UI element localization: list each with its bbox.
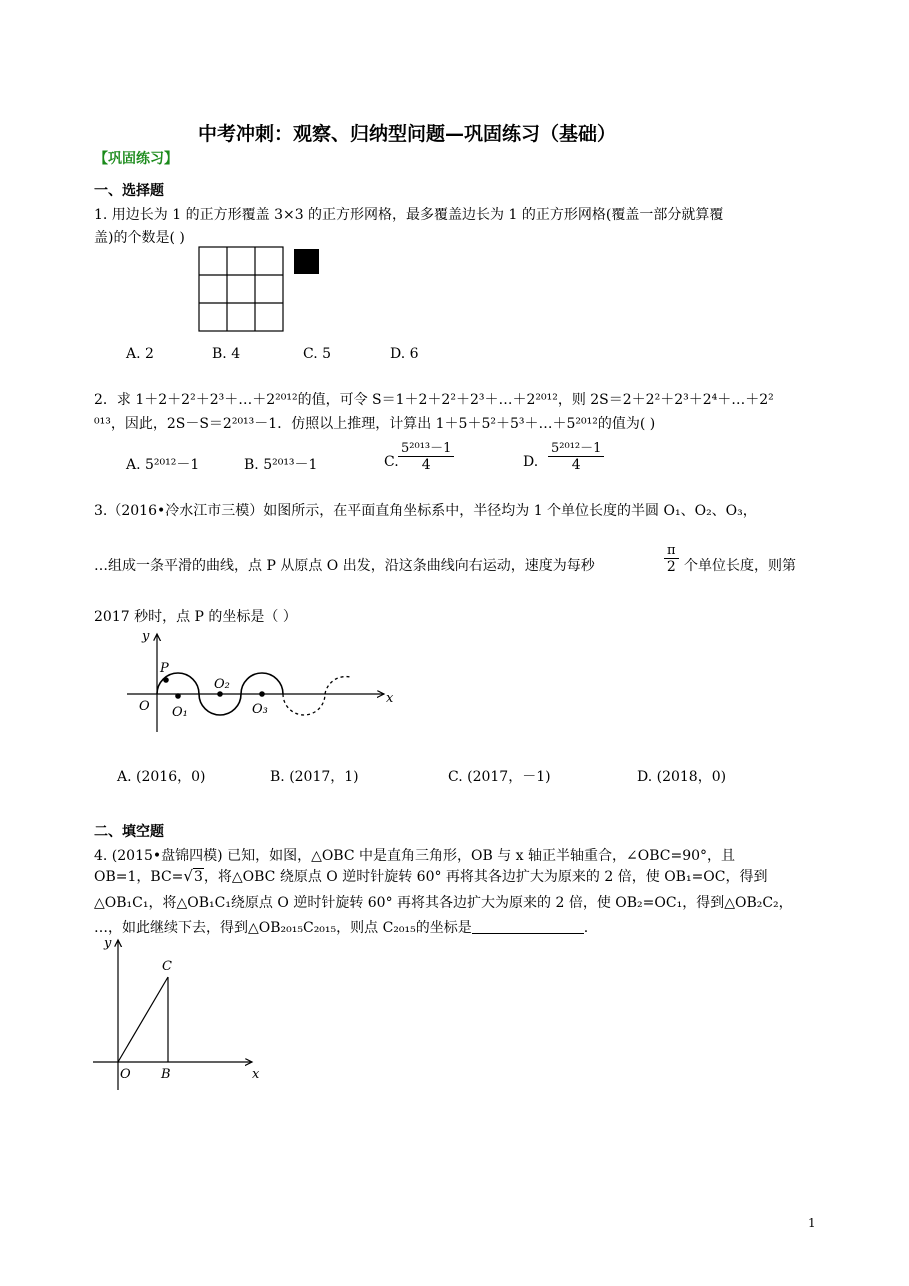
q2-stem-line2: ⁰¹³，因此，2S－S＝2²⁰¹³－1．仿照以上推理，计算出 1＋5＋5²＋5³＋…＋5²⁰¹²的值为( ) bbox=[94, 416, 656, 432]
b-label: B bbox=[161, 1067, 171, 1082]
q3-option-b: B. (2017，1) bbox=[270, 769, 359, 785]
q4-stem-line2b: ，将△OBC 绕原点 O 逆时针旋转 60° 再将其各边扩大为原来的 2 倍，使 OB₁=OC，得到 bbox=[203, 869, 768, 885]
document-title: 中考冲刺：观察、归纳型问题—巩固练习（基础） bbox=[198, 123, 617, 145]
q3-option-c: C. (2017，－1) bbox=[448, 769, 551, 785]
fraction-denominator: 2 bbox=[666, 559, 676, 575]
y-axis-label: y bbox=[142, 629, 150, 644]
q1-stem-line2: 盖)的个数是( ) bbox=[94, 230, 185, 246]
q3-stem-line2b: 个单位长度，则第 bbox=[684, 558, 796, 574]
q3-stem-line2a: …组成一条平滑的曲线，点 P 从原点 O 出发，沿这条曲线向右运动，速度为每秒 bbox=[94, 558, 595, 574]
q1-grid-figure bbox=[196, 246, 326, 334]
p-label: P bbox=[160, 661, 169, 676]
q3-option-a: A. (2016，0) bbox=[117, 769, 206, 785]
unit-square bbox=[294, 249, 319, 274]
q4-triangle-figure bbox=[90, 932, 270, 1092]
fraction-numerator: 5²⁰¹²－1 bbox=[551, 441, 602, 456]
q4-stem-line2 bbox=[94, 866, 768, 886]
q3-option-d: D. (2018，0) bbox=[637, 769, 727, 785]
x-axis-label: x bbox=[386, 691, 394, 706]
q1-option-c: C. 5 bbox=[303, 346, 332, 362]
q1-stem-line1: 1. 用边长为 1 的正方形覆盖 3×3 的正方形网格，最多覆盖边长为 1 的正方形网格(覆盖一部分就算覆 bbox=[94, 207, 724, 223]
point-p bbox=[163, 677, 169, 683]
fraction-denominator: 4 bbox=[571, 457, 581, 473]
q2-option-d-fraction bbox=[548, 437, 604, 473]
section-choice-heading: 一、选择题 bbox=[94, 183, 164, 199]
x-axis-label: x bbox=[252, 1067, 260, 1082]
fraction-denominator: 4 bbox=[421, 457, 431, 473]
center-o3 bbox=[259, 691, 265, 697]
o1-label: O₁ bbox=[172, 705, 188, 720]
q3-curve-figure bbox=[122, 626, 402, 736]
q2-option-b: B. 5²⁰¹³－1 bbox=[244, 457, 318, 473]
q1-option-d: D. 6 bbox=[390, 346, 419, 362]
q3-stem-line3: 2017 秒时，点 P 的坐标是（ ） bbox=[94, 609, 297, 625]
y-axis-label: y bbox=[104, 936, 112, 951]
q4-stem-line1: 4. (2015•盘锦四模) 已知，如图，△OBC 中是直角三角形，OB 与 x 轴正半轴重合，∠OBC=90°，且 bbox=[94, 848, 736, 864]
q3-stem-line1: 3.（2016•冷水江市三模）如图所示，在平面直角坐标系中，半径均为 1 个单位长度的半圆 O₁、O₂、O₃， bbox=[94, 503, 757, 519]
q2-option-d-label: D. bbox=[523, 454, 539, 470]
q4-stem-line3: △OB₁C₁，将△OB₁C₁绕原点 O 逆时针旋转 60° 再将其各边扩大为原来的 2 倍，使 OB₂=OC₁，得到△OB₂C₂， bbox=[94, 895, 793, 911]
sqrt-expression bbox=[183, 867, 203, 885]
side-oc bbox=[118, 977, 168, 1062]
o2-label: O₂ bbox=[214, 677, 230, 692]
origin-label: O bbox=[139, 699, 150, 714]
answer-blank[interactable] bbox=[472, 921, 584, 934]
center-o2 bbox=[217, 691, 223, 697]
page-number: 1 bbox=[808, 1216, 816, 1230]
grid-outline bbox=[199, 247, 283, 331]
q4-stem-line4b: . bbox=[583, 920, 589, 936]
q4-stem-line2a: OB=1，BC= bbox=[94, 869, 184, 885]
section-fill-heading: 二、填空题 bbox=[94, 824, 164, 840]
q1-option-b: B. 4 bbox=[212, 346, 241, 362]
q2-stem-line1: 2．求 1＋2＋2²＋2³＋…＋2²⁰¹²的值，可令 S＝1＋2＋2²＋2³＋…＋2²⁰¹²，则 2S＝2＋2²＋2³＋2⁴＋…＋2² bbox=[94, 392, 774, 408]
q1-option-a: A. 2 bbox=[126, 346, 154, 362]
practice-tag: 【巩固练习】 bbox=[94, 151, 178, 167]
center-o1 bbox=[175, 693, 181, 699]
sqrt-radicand: 3 bbox=[193, 869, 203, 885]
q2-option-c-label: C. bbox=[384, 454, 399, 470]
q3-speed-fraction bbox=[664, 543, 679, 575]
origin-label: O bbox=[120, 1067, 131, 1082]
q4-stem-line4a: …，如此继续下去，得到△OB₂₀₁₅C₂₀₁₅，则点 C₂₀₁₅的坐标是 bbox=[94, 920, 472, 936]
dashed-curve-continuation bbox=[283, 677, 350, 715]
o3-label: O₃ bbox=[252, 702, 268, 717]
fraction-numerator: 5²⁰¹³－1 bbox=[401, 441, 452, 456]
q2-option-c-fraction bbox=[398, 437, 454, 473]
c-label: C bbox=[162, 959, 172, 974]
q2-option-a: A. 5²⁰¹²－1 bbox=[126, 457, 200, 473]
sqrt-sign: √ bbox=[183, 867, 193, 885]
fraction-numerator: π bbox=[667, 543, 676, 558]
